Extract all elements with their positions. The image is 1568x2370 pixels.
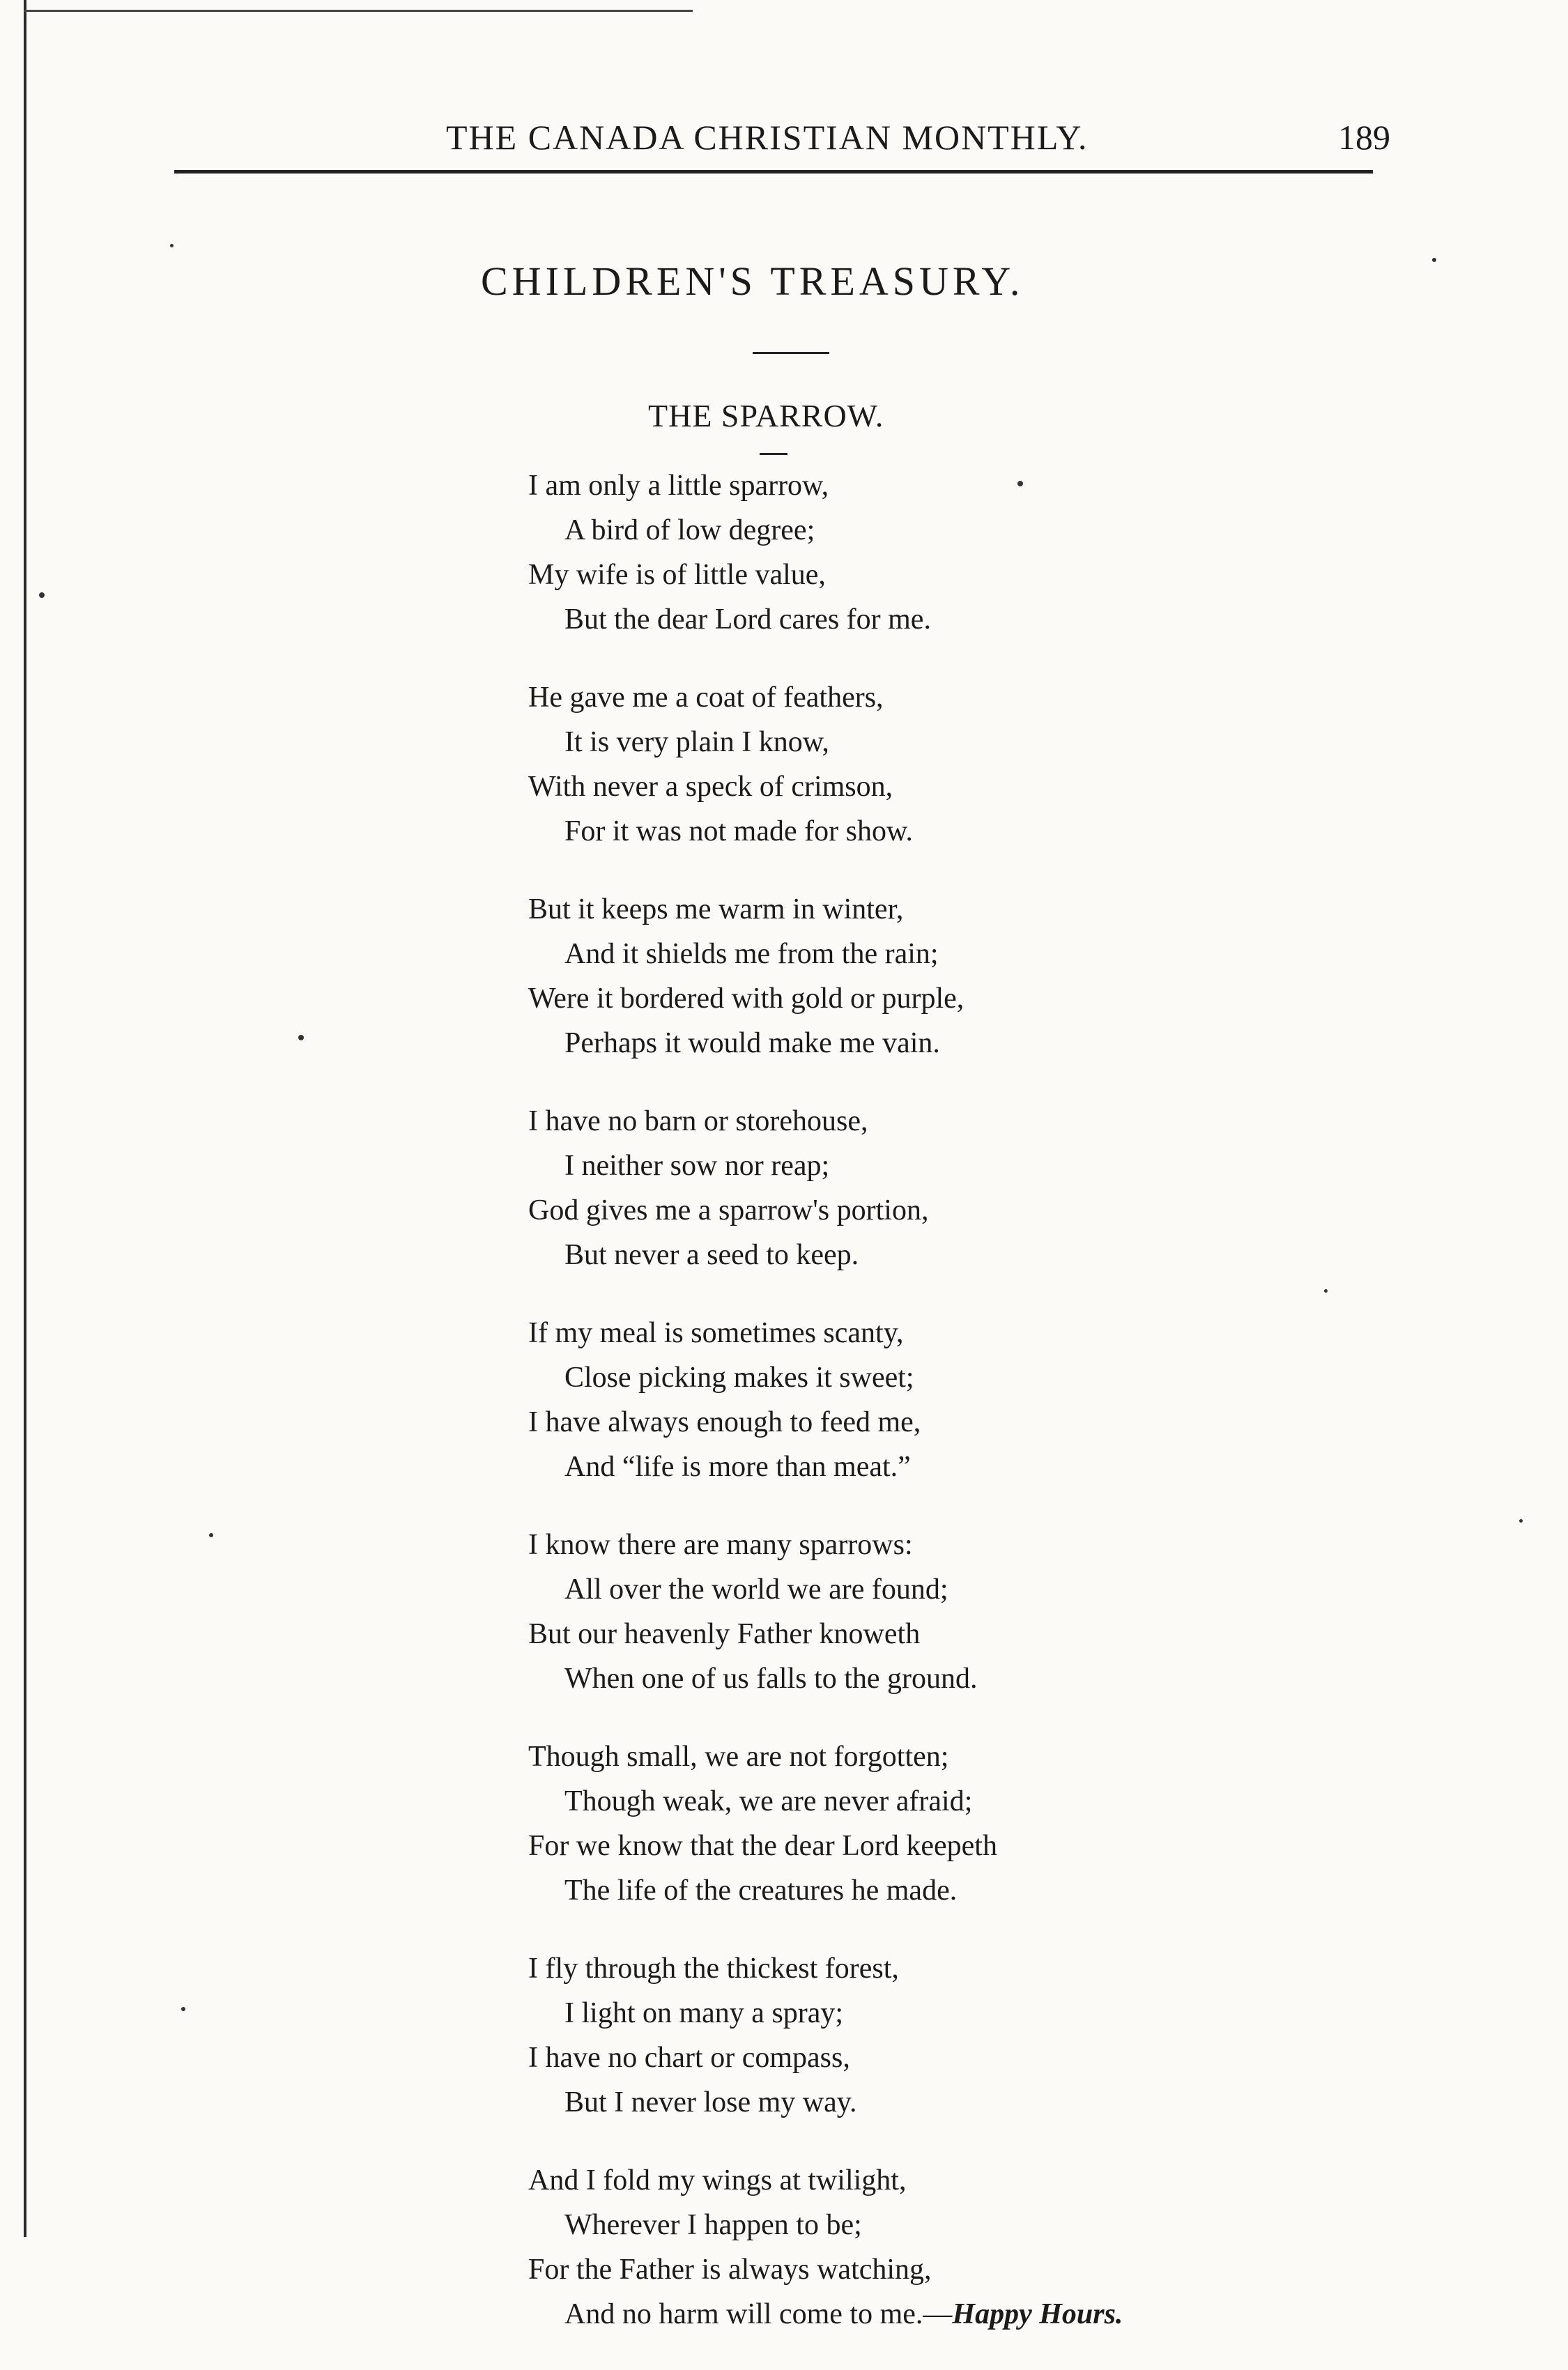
scan-speck (1324, 1289, 1328, 1293)
stanza (528, 1523, 1295, 1701)
poem-line: But it keeps me warm in winter, (528, 893, 904, 925)
poem-line: Were it bordered with gold or purple, (528, 983, 964, 1015)
stanza (528, 1946, 1295, 2125)
scan-speck (39, 592, 45, 598)
poem-line: God gives me a sparrow's portion, (528, 1194, 929, 1226)
stanza (528, 887, 1295, 1065)
scan-speck (209, 1533, 213, 1537)
poem-line: I know there are many sparrows: (528, 1529, 913, 1561)
scan-speck (1432, 258, 1436, 262)
page-edge (24, 0, 26, 2237)
poem-line: For we know that the dear Lord keepeth (528, 1830, 997, 1862)
poem-line: And “life is more than meat.” (564, 1451, 911, 1483)
poem-line: I light on many a spray; (564, 1997, 844, 2029)
poem-last-line (528, 2292, 1295, 2337)
poem-line: I fly through the thickest forest, (528, 1953, 899, 1985)
poem-line: Close picking makes it sweet; (564, 1362, 914, 1394)
poem-line: I am only a little sparrow, (528, 470, 829, 502)
poem-line: My wife is of little value, (528, 559, 826, 591)
poem-line: But the dear Lord cares for me. (564, 603, 931, 636)
page-header (174, 117, 1390, 166)
stanza (528, 463, 1295, 642)
poem-line: Though small, we are not forgotten; (528, 1741, 949, 1773)
poem-line: And it shields me from the rain; (564, 938, 939, 970)
poem-line: And I fold my wings at twilight, (528, 2164, 907, 2196)
poem-line: And no harm will come to me.— (564, 2298, 953, 2330)
poem-line: But our heavenly Father knoweth (528, 1618, 921, 1650)
poem-line: All over the world we are found; (564, 1573, 948, 1606)
stanza (528, 1311, 1295, 1489)
scan-speck (181, 2007, 185, 2011)
scan-speck (1017, 481, 1023, 486)
poem-title: THE SPARROW. (648, 398, 884, 433)
poem-line: For it was not made for show. (564, 815, 914, 847)
poem-source: Happy Hours. (952, 2298, 1123, 2330)
page-number: 189 (1338, 118, 1390, 157)
poem-line: With never a speck of crimson, (528, 771, 893, 803)
stanza (528, 2158, 1295, 2337)
scan-speck (298, 1035, 304, 1040)
poem-line: For the Father is always watching, (528, 2254, 932, 2286)
poem-line: I have no chart or compass, (528, 2042, 850, 2074)
stanza (528, 1734, 1295, 1913)
poem-line: But never a seed to keep. (564, 1239, 859, 1271)
poem-line: Wherever I happen to be; (564, 2209, 862, 2241)
poem-body (528, 463, 1295, 2370)
section-divider (753, 352, 829, 354)
title-dash (760, 453, 787, 455)
poem-line: Though weak, we are never afraid; (564, 1785, 973, 1817)
section-title: CHILDREN'S TREASURY. (481, 259, 1024, 304)
poem-line: The life of the creatures he made. (564, 1875, 958, 1907)
page-edge-top (24, 10, 693, 12)
poem-line: It is very plain I know, (564, 726, 829, 758)
poem-line: But I never lose my way. (564, 2086, 857, 2118)
running-title: THE CANADA CHRISTIAN MONTHLY. (446, 118, 1089, 157)
header-rule (174, 170, 1373, 174)
stanza (528, 675, 1295, 854)
scan-speck (170, 244, 174, 247)
poem-line: When one of us falls to the ground. (564, 1663, 978, 1695)
scan-speck (1519, 1519, 1523, 1523)
poem-line: He gave me a coat of feathers, (528, 682, 884, 714)
poem-line: A bird of low degree; (564, 514, 815, 546)
poem-line: I have no barn or storehouse, (528, 1105, 868, 1137)
stanza (528, 1099, 1295, 1277)
poem-line: I neither sow nor reap; (564, 1150, 830, 1182)
poem-line: If my meal is sometimes scanty, (528, 1317, 904, 1349)
poem-line: I have always enough to feed me, (528, 1406, 921, 1438)
poem-line: Perhaps it would make me vain. (564, 1027, 940, 1059)
